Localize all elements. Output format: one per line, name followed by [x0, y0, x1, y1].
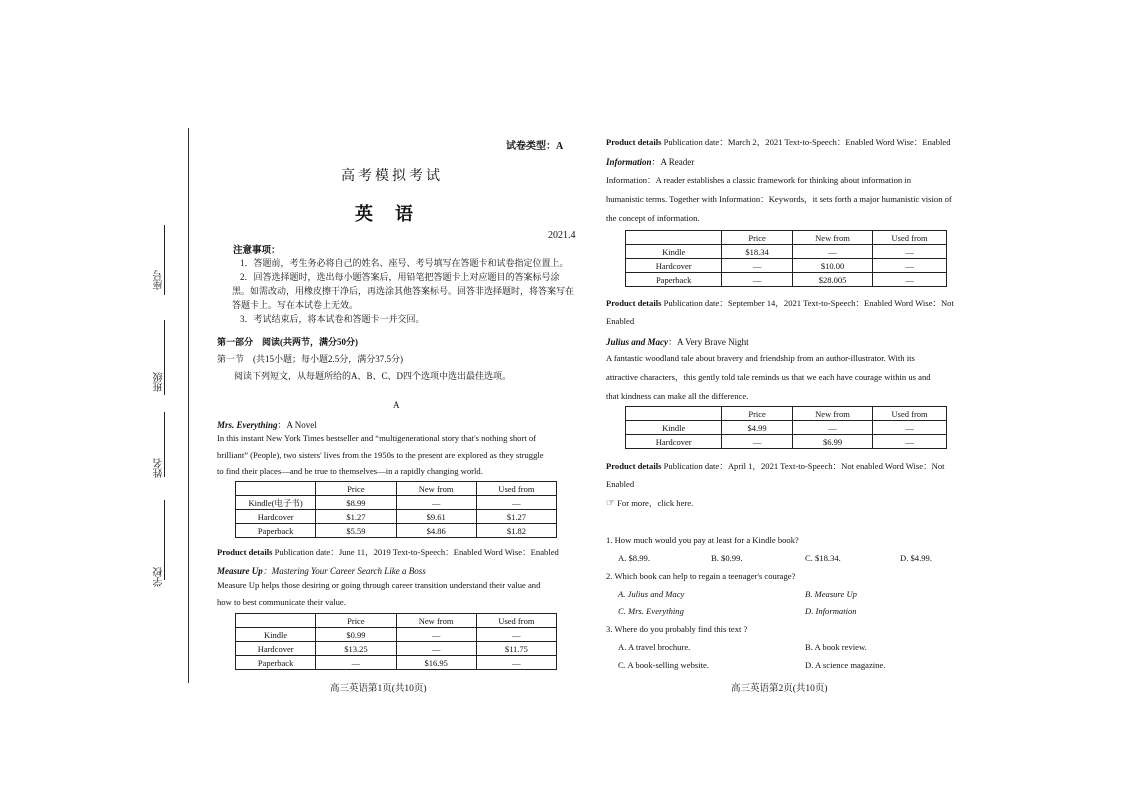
part-heading: 第一部分 阅读(共两节，满分50分)	[217, 337, 358, 347]
table-cell: $1.27	[476, 510, 556, 524]
table-cell: $18.34	[722, 245, 793, 259]
table-row	[236, 628, 557, 642]
details-continued: Enabled	[606, 316, 635, 326]
book-description	[217, 577, 577, 610]
details-label: Product details	[606, 461, 662, 471]
table-cell: $0.99	[316, 628, 396, 642]
table-header: Price	[316, 482, 396, 496]
table-cell: —	[316, 656, 396, 670]
table-cell: $28.005	[792, 273, 872, 287]
book-title: Mrs. Everything	[217, 420, 278, 430]
notice-line: 答题卡上。写在本试卷上无效。	[232, 300, 359, 310]
table-cell: —	[476, 628, 556, 642]
question-2: 2. Which book can help to regain a teenager's courage?	[606, 571, 796, 581]
table-cell: —	[722, 259, 793, 273]
table-header: New from	[396, 614, 476, 628]
details-label: Product details	[606, 298, 662, 308]
table-cell: Kindle(电子书)	[236, 496, 316, 510]
q1-option-b: B. $0.99.	[711, 553, 743, 563]
desc-line: to find their places—and be true to themselves—in a rapidly changing world.	[217, 466, 483, 476]
desc-line: Measure Up helps those desiring or going through career transition understand their value and	[217, 580, 541, 590]
details-text: Publication date：June 11，2019 Text-to-Speech：Enabled Word Wise：Enabled	[272, 547, 559, 557]
table-row	[236, 510, 557, 524]
table-header	[626, 407, 722, 421]
table-cell: Hardcover	[236, 642, 316, 656]
table-cell: —	[722, 435, 793, 449]
table-cell: —	[873, 421, 947, 435]
table-cell: $5.59	[316, 524, 396, 538]
desc-line: humanistic terms. Together with Information：Keywords，it sets forth a major humanistic vision of	[606, 194, 952, 204]
table-cell: —	[396, 628, 476, 642]
table-cell: $13.25	[316, 642, 396, 656]
table-cell: Paperback	[626, 273, 722, 287]
table-header: Used from	[873, 407, 947, 421]
price-table-measure-up	[235, 613, 557, 670]
table-cell: —	[873, 259, 947, 273]
q3-option-a: A. A travel brochure.	[618, 642, 691, 652]
details-text: Publication date：September 14，2021 Text-to-Speech：Enabled Word Wise：Not	[661, 298, 954, 308]
desc-line: A fantastic woodland tale about bravery and friendship from an author-illustrator. With its	[606, 353, 915, 363]
book-title: Measure Up	[217, 566, 263, 576]
table-header: Price	[316, 614, 396, 628]
question-1: 1. How much would you pay at least for a Kindle book?	[606, 535, 799, 545]
binding-line	[188, 128, 189, 683]
book-subtitle: ：A Very Brave Night	[668, 337, 749, 347]
table-cell: $9.61	[396, 510, 476, 524]
margin-label-name: 姓名	[154, 458, 165, 478]
table-cell: $1.82	[476, 524, 556, 538]
desc-line: brilliant” (People), two sisters' lives from the 1950s to the present are explored as they struggle	[217, 449, 544, 460]
instruction: 阅读下列短文，从每题所给的A、B、C、D四个选项中选出最佳选项。	[234, 371, 512, 381]
table-header: Used from	[476, 614, 556, 628]
desc-line: the concept of information.	[606, 213, 700, 223]
margin-label-class: 班级	[154, 372, 165, 392]
details-label: Product details	[217, 547, 273, 557]
product-details	[606, 297, 954, 309]
section-heading: 第一节 (共15小题；每小题2.5分，满分37.5分)	[217, 354, 403, 364]
table-row	[236, 642, 557, 656]
price-table-information	[625, 230, 947, 287]
q3-option-d: D. A science magazine.	[805, 660, 886, 670]
question-3: 3. Where do you probably find this text ?	[606, 624, 748, 634]
table-row	[236, 524, 557, 538]
q3-option-b: B. A book review.	[805, 642, 867, 652]
table-cell: —	[792, 245, 872, 259]
table-header	[236, 482, 316, 496]
notice-line: 1．答题前，考生务必将自己的姓名、座号、考号填写在答题卡和试卷指定位置上。	[240, 258, 569, 268]
paper-type: 试卷类型：A	[506, 141, 564, 152]
table-cell: Paperback	[236, 524, 316, 538]
book-description	[606, 349, 968, 406]
table-cell: $1.27	[316, 510, 396, 524]
product-details	[217, 546, 559, 558]
table-row	[626, 273, 947, 287]
table-cell: $16.95	[396, 656, 476, 670]
table-header: New from	[792, 407, 872, 421]
table-cell: $8.99	[316, 496, 396, 510]
table-header	[236, 614, 316, 628]
notice-line: 黑。如需改动，用橡皮擦干净后，再选涂其他答案标号。回答非选择题时，将答案写在	[232, 286, 575, 296]
table-cell: —	[873, 435, 947, 449]
table-cell: —	[873, 245, 947, 259]
table-header: Price	[722, 231, 793, 245]
table-cell: $10.00	[792, 259, 872, 273]
q2-option-b: B. Measure Up	[805, 589, 857, 599]
book-subtitle: ：A Reader	[651, 157, 695, 167]
table-header	[626, 231, 722, 245]
book-heading-measure-up	[217, 564, 426, 577]
table-row	[626, 421, 947, 435]
table-row	[236, 496, 557, 510]
details-text: Publication date：April 1，2021 Text-to-Speech：Not enabled Word Wise：Not	[661, 461, 945, 471]
table-cell: Kindle	[626, 245, 722, 259]
more-link-text: For more，click here.	[617, 498, 694, 508]
table-row	[626, 245, 947, 259]
table-cell: Kindle	[236, 628, 316, 642]
q1-option-c: C. $18.34.	[805, 553, 841, 563]
page-footer: 高三英语第1页(共10页)	[330, 684, 427, 694]
details-text: Publication date：March 2，2021 Text-to-Speech：Enabled Word Wise：Enabled	[661, 137, 951, 147]
desc-line: that kindness can make all the difference.	[606, 391, 749, 401]
table-cell: —	[873, 273, 947, 287]
margin-label-school: 学校	[154, 567, 165, 587]
product-details	[606, 136, 951, 148]
book-description	[606, 171, 968, 228]
price-table-mrs-everything	[235, 481, 557, 538]
details-continued: Enabled	[606, 479, 635, 489]
table-cell: —	[792, 421, 872, 435]
exam-title: 高考模拟考试	[341, 169, 443, 184]
hand-pointer-icon: ☞	[606, 498, 615, 509]
q1-option-a: A. $8.99.	[618, 553, 650, 563]
q2-option-a: A. Julius and Macy	[618, 589, 685, 599]
table-row	[236, 656, 557, 670]
details-label: Product details	[606, 137, 662, 147]
book-heading-julius-and-macy	[606, 335, 749, 348]
table-header: Price	[722, 407, 793, 421]
desc-line: how to best communicate their value.	[217, 596, 346, 607]
desc-line: Information：A reader establishes a classic framework for thinking about information in	[606, 175, 911, 185]
q3-option-c: C. A book-selling website.	[618, 660, 709, 670]
table-header: Used from	[476, 482, 556, 496]
book-subtitle: ：Mastering Your Career Search Like a Boss	[262, 566, 426, 576]
book-description	[217, 430, 577, 480]
q2-option-d: D. Information	[805, 606, 857, 616]
notice-line: 3．考试结束后，将本试卷和答题卡一并交回。	[240, 314, 425, 324]
table-cell: $4.99	[722, 421, 793, 435]
more-link[interactable]	[606, 497, 693, 509]
book-heading-information	[606, 155, 694, 168]
desc-line: In this instant New York Times bestseller and “multigenerational story that's nothing short of	[217, 433, 537, 443]
passage-letter: A	[393, 400, 400, 410]
page-footer: 高三英语第2页(共10页)	[731, 684, 828, 694]
table-cell: $4.86	[396, 524, 476, 538]
book-subtitle: ：A Novel	[277, 420, 317, 430]
table-cell: —	[722, 273, 793, 287]
exam-date: 2021.4	[548, 230, 576, 241]
table-cell: Paperback	[236, 656, 316, 670]
table-cell: —	[476, 496, 556, 510]
table-cell: $6.99	[792, 435, 872, 449]
desc-line: attractive characters，this gently told tale reminds us that we each have courage within us and	[606, 372, 931, 382]
table-header: Used from	[873, 231, 947, 245]
table-cell: —	[476, 656, 556, 670]
book-title: Julius and Macy	[606, 337, 669, 347]
table-cell: Hardcover	[626, 435, 722, 449]
table-row	[626, 259, 947, 273]
subject-title: 英 语	[355, 204, 415, 224]
table-row	[626, 435, 947, 449]
book-title: Information	[606, 157, 652, 167]
table-cell: Kindle	[626, 421, 722, 435]
price-table-julius-and-macy	[625, 406, 947, 449]
table-cell: Hardcover	[626, 259, 722, 273]
notice-title: 注意事项：	[233, 246, 281, 256]
table-cell: $11.75	[476, 642, 556, 656]
table-header: New from	[396, 482, 476, 496]
q2-option-c: C. Mrs. Everything	[618, 606, 684, 616]
table-cell: —	[396, 496, 476, 510]
q1-option-d: D. $4.99.	[900, 553, 932, 563]
margin-label-seat: 座号	[154, 270, 165, 290]
table-header: New from	[792, 231, 872, 245]
product-details	[606, 460, 945, 472]
notice-line: 2．回答选择题时，选出每小题答案后，用铅笔把答题卡上对应题目的答案标号涂	[240, 272, 560, 282]
table-cell: Hardcover	[236, 510, 316, 524]
table-cell: —	[396, 642, 476, 656]
